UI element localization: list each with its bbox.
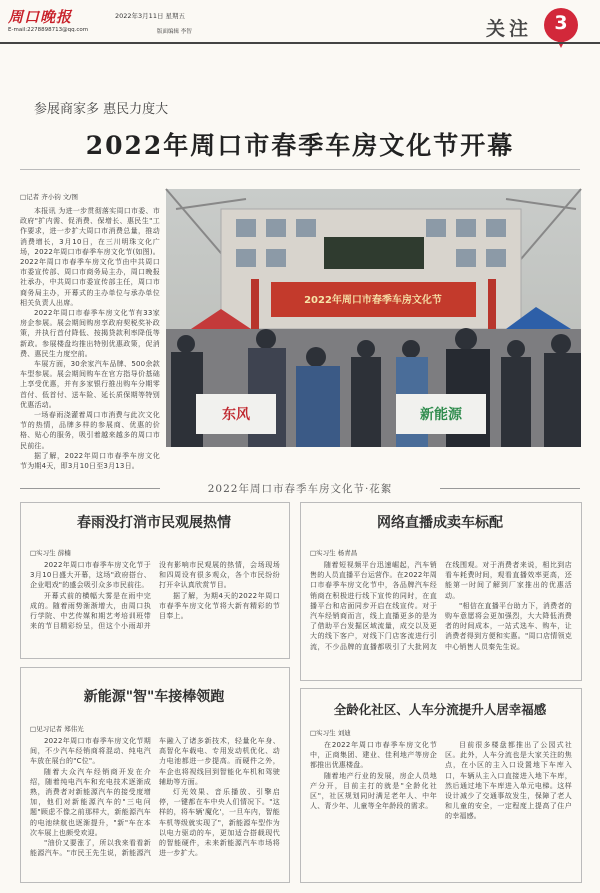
lead-paragraph: 一场春雨浇灌着周口市消费与此次文化节的热情，品牌多样的参展商、优惠的价格、贴心的服务，吸引着越来越多的周口市民前往。 [20, 411, 160, 450]
backdrop-right-text: 新能源 [420, 407, 462, 423]
article-body [310, 560, 572, 674]
feature-band-title: 2022年周口市春季车房文化节·花絮 [207, 483, 393, 495]
lead-byline: □记者 齐小钧 文/图 [20, 193, 78, 201]
article-byline: □见习记者 郑伟光 [30, 725, 84, 733]
article-title: 网络直播成卖车标配 [377, 515, 503, 531]
header-divider [0, 42, 600, 44]
lead-paragraph: 据了解，2022年周口市春季车房文化节为期4天，即3月10日至3月13日。 [20, 451, 160, 471]
article-body [30, 736, 280, 876]
email-address: E-mail:2278898713@qq.com [8, 27, 89, 33]
headline-divider [20, 169, 580, 170]
lead-paragraph: 本报讯 为进一步贯彻落实周口市委、市政府"扩内需、促消费、保增长、惠民生"工作要求，进一步扩大周口市消费总量，推动消费增长，3月10日，在三川明珠文化广场，2022年周口市春季车房文化节(如图)。2022年周口市春季车房文化节由中共周口市委宣传部、周口市商务局主办，周口晚报社承办，中共周口市委宣传部主任，周口市商务局主办，开幕式的主办单位与承办单位相关负责人出席。 [20, 207, 160, 307]
article-paragraph: 2022年周口市春季车房文化节期间，不少汽车经销商将混动、纯电汽车放在展台的"C位"。 [30, 737, 151, 766]
article-byline: □实习生 刘迪 [310, 729, 351, 737]
article-paragraph: 灯光效果、音乐播放、引擎启停，一键都在车中央人们情况下。"这样的，将车辆'魔化'，一旦车内，智能车机等级就实现了"，新能源车型作为以电力驱动的车，更加适合搭载现代的智能硬件，未来新能源汽车市场将进一步扩大。 [159, 788, 280, 858]
article-paragraph: 据了解，为期4天的2022年周口市春季车房文化节将大新有精彩的节目奉上。 [159, 591, 280, 621]
stage-banner-text: 2022年周口市春季车房文化节 [304, 295, 442, 306]
band-rule-right [440, 488, 580, 489]
page-title: 2022年周口市春季车房文化节开幕 [85, 131, 515, 160]
backdrop-left-text: 东风 [222, 407, 250, 423]
article-body [310, 740, 572, 876]
article-paragraph: 随着地产行业的发展，房企人员地产分开，目前主打的就是"全龄化社区"，社区规划同时满足老年人、中年人、青少年、儿童等全年龄段的需求。 [310, 771, 437, 811]
article-paragraph: 目前很多楼盘都推出了公园式社区。此外，人车分流也是大家关注的焦点，在小区的主入口设置地下车库入口，车辆从主入口直接进入地下车库，然后通过地下车库进入单元电梯。这样设计减少了交通事故发生，保障了老人和儿童的安全，一定程度上提高了住户的幸福感。 [445, 741, 572, 821]
article-title: 春雨没打消市民观展热情 [77, 515, 231, 531]
section-title: 关注 [486, 18, 533, 40]
article-paragraph: 开幕式前的横幅大雾是在雨中完成的。随着雨势渐渐增大，由周口执行学院、中艺传媒和期艺考培训班带来的节目精彩纷呈，但这个小雨却并没有影响市民观展的热情，会场现场和四周设有很多观众，各个市民纷纷打开伞认真欣赏节目。 [30, 561, 280, 631]
article-paragraph: 随着短视频平台迅速崛起，汽车销售的人员直播平台运营作。在2022年周口市春季车房文化节中，各品牌汽车经销商在积极进行线下宣传的同时，在直播平台和店面同步开启在线宣传。对于汽车经销商而言，线上直播更多的是为了借助平台发掘区域流量，成交以及更大的线下客户，对线下门店客流进行引流，不少品牌的直播都吸引了大批网友在线围观。对于消费者来说，相比到店看车耗费时间，观看直播效率更高，还能第一时间了解到厂家推出的优惠活动。 [310, 561, 572, 651]
article-body [30, 560, 280, 654]
article-byline: □实习生 杨青昌 [310, 549, 358, 557]
article-paragraph: "相信在直播平台助力下，消费者的购车意愿将会更加强烈，大大降低消费者的时间成本，一站式选车、购车，让消费者得到方便和实惠。"周口店情领克中心销售人员秦先生说。 [445, 601, 572, 651]
issue-date: 2022年3月11日 星期五 [115, 12, 186, 20]
subheadline: 参展商家多 惠民力度大 [34, 102, 169, 117]
article-paragraph: 在2022年周口市春季车房文化节中，正商集团、建业、佳利地产等房企都推出优惠楼盘。 [310, 741, 437, 770]
page-editor: 版面编辑 李智 [157, 29, 192, 35]
lead-paragraph: 车展方面，30余家汽车品牌、500余款车型参展。展会期间购车在官方指导价基础上享受优惠，并有多家银行推出购车分期零首付、低首付、送车险、延长质保期等特别优惠活动。 [20, 360, 160, 409]
article-paragraph: 2022年周口市春季车房文化节于3月10日盛大开幕，这场"政府搭台、企业唱戏"的盛会吸引众多市民前往。 [30, 561, 151, 590]
page-number: 3 [554, 12, 568, 34]
article-title: 新能源"智"车接棒领跑 [83, 689, 225, 705]
article-byline: □实习生 薛楠 [30, 549, 71, 557]
lead-body [20, 206, 160, 471]
article-title: 全龄化社区、人车分流提升人居幸福感 [333, 702, 547, 717]
festival-scene-illustration [166, 189, 581, 447]
masthead: 周口晚报 [8, 8, 73, 26]
lead-paragraph: 2022年周口市春季车房文化节有33家房企参展。展会期间购房享政府契税奖补政策，并执行首付降低、按揭贷款利率降低等新政。参展楼盘均推出特别优惠政策，促消费、惠民生力度空前。 [20, 309, 160, 358]
article-paragraph: "油价又要涨了，所以我来看看新能源汽车。"市民王先生说，新能源汽车融入了诸多新技术，轻量化车身、高智化车载电、专用发动机优化、动力电池都进一步提高。而硬件之外，车企也将视线回到智能化车机和驾驶辅助等方面。 [30, 737, 280, 858]
article-paragraph: 随着大众汽车经销商开发在介绍，随着纯电汽车和充电技术逐渐成熟，消费者对新能源汽车的接受度增加，他们对新能源汽车的"三电问题"顾虑不像之前那样大，新能源汽车的电池续航也逐渐提升，"新"车在本次车展上也颇受欢迎。 [30, 767, 151, 837]
news-photo [166, 189, 581, 447]
